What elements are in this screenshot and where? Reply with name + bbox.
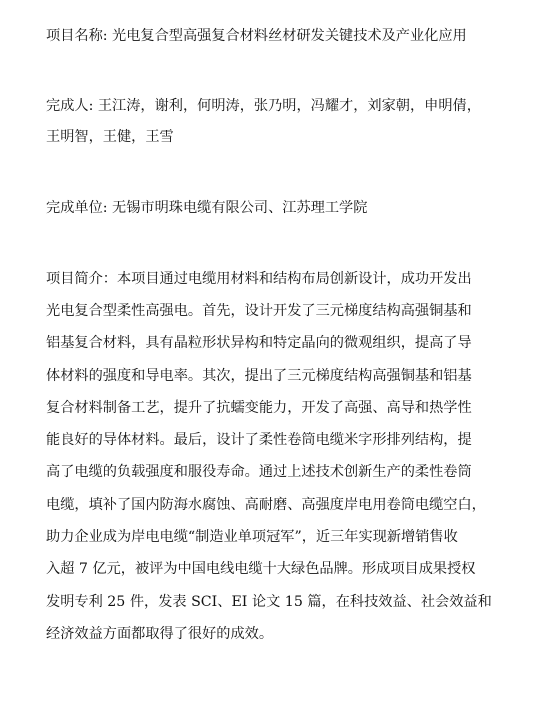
summary-text: 光电复合型柔性高强电。首先，设计开发了三元梯度结构高强铜基和 bbox=[46, 302, 472, 319]
summary-line bbox=[46, 424, 506, 456]
completers-names-1: 王江涛，谢利，何明涛，张乃明，冯耀才，刘家朝，申明倩， bbox=[97, 98, 481, 114]
completers-section bbox=[46, 96, 506, 148]
summary-line bbox=[46, 521, 506, 553]
summary-text: 入超 7 亿元，被评为中国电线电缆十大绿色品牌。形成项目成果授权 bbox=[46, 561, 476, 578]
summary-text: 能良好的导体材料。最后，设计了柔性卷筒电缆米字形排列结构，提 bbox=[46, 432, 472, 449]
summary-line bbox=[46, 586, 506, 618]
project-name-line bbox=[46, 26, 506, 47]
summary-section bbox=[46, 263, 506, 651]
summary-line bbox=[46, 360, 506, 392]
completers-label: 完成人: bbox=[46, 98, 94, 114]
summary-line bbox=[46, 618, 506, 650]
completers-line-2 bbox=[46, 127, 506, 148]
summary-text: 电缆，填补了国内防海水腐蚀、高耐磨、高强度岸电用卷筒电缆空白， bbox=[46, 496, 486, 513]
summary-text: 高了电缆的负载强度和服役寿命。通过上述技术创新生产的柔性卷筒 bbox=[46, 464, 472, 481]
summary-line bbox=[46, 554, 506, 586]
summary-line bbox=[46, 392, 506, 424]
summary-text: 经济效益方面都取得了很好的成效。 bbox=[46, 625, 274, 642]
unit-value: 无锡市明珠电缆有限公司、江苏理工学院 bbox=[112, 200, 368, 216]
project-name-section bbox=[46, 26, 506, 47]
summary-text: 体材料的强度和导电率。其次，提出了三元梯度结构高强铜基和铝基 bbox=[46, 367, 472, 384]
summary-text: 铝基复合材料，具有晶粒形状异构和特定晶向的微观组织，提高了导 bbox=[46, 335, 472, 352]
unit-section bbox=[46, 198, 506, 219]
summary-line bbox=[46, 457, 506, 489]
completers-names-2: 王明智，王健，王雪 bbox=[46, 129, 174, 145]
project-name-value: 光电复合型高强复合材料丝材研发关键技术及产业化应用 bbox=[112, 28, 467, 44]
unit-label: 完成单位: bbox=[46, 200, 108, 216]
summary-line bbox=[46, 489, 506, 521]
summary-line bbox=[46, 295, 506, 327]
completers-line-1 bbox=[46, 96, 506, 117]
summary-text: 助力企业成为岸电电缆“制造业单项冠军”，近三年实现新增销售收 bbox=[46, 529, 458, 546]
summary-text: 项目简介：本项目通过电缆用材料和结构布局创新设计，成功开发出 bbox=[46, 270, 472, 287]
summary-line bbox=[46, 328, 506, 360]
summary-text: 复合材料制备工艺，提升了抗蠕变能力，开发了高强、高导和热学性 bbox=[46, 399, 472, 416]
summary-line bbox=[46, 263, 506, 295]
summary-text: 发明专利 25 件，发表 SCI、EI 论文 15 篇，在科技效益、社会效益和 bbox=[46, 593, 492, 610]
unit-line bbox=[46, 198, 506, 219]
project-name-label: 项目名称: bbox=[46, 28, 108, 44]
